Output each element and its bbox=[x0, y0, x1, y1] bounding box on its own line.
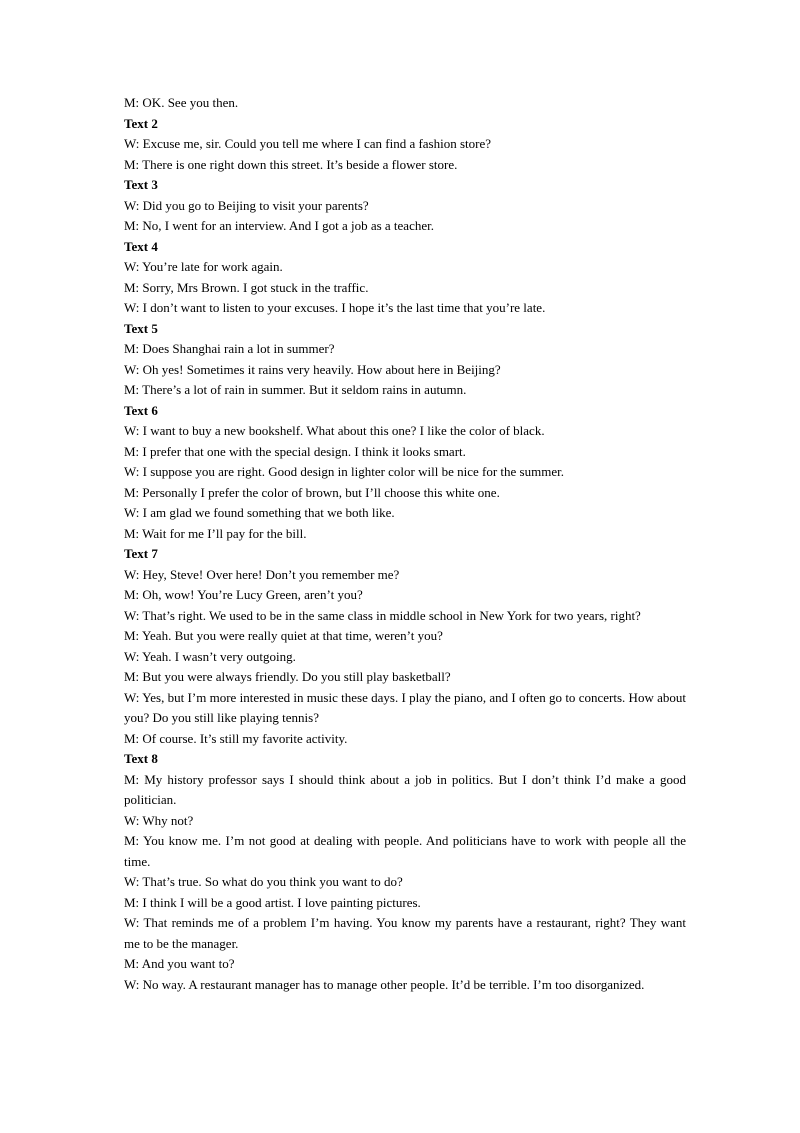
dialogue-line: W: That’s right. We used to be in the same class in middle school in New York for two years, right? bbox=[124, 607, 641, 623]
dialogue-line: M: OK. See you then. bbox=[124, 95, 239, 110]
dialogue-line: W: Did you go to Beijing to visit your parents? bbox=[124, 197, 369, 213]
dialogue-line: W: That’s true. So what do you think you want to do? bbox=[124, 874, 403, 889]
dialogue-line: M: You know me. I’m not good at dealing with people. And politicians have to work with people all the time. bbox=[124, 833, 686, 869]
dialogue-line: W: No way. A restaurant manager has to manage other people. It’d be terrible. I’m too disorganized. bbox=[124, 976, 645, 992]
dialogue-line: W: Yes, but I’m more interested in music these days. I play the piano, and I often go to concerts. How about you? Do you still like playing tennis? bbox=[124, 689, 686, 725]
dialogue-line: M: Does Shanghai rain a lot in summer? bbox=[124, 341, 335, 356]
dialogue-line: W: Oh yes! Sometimes it rains very heavily. How about here in Beijing? bbox=[124, 361, 501, 377]
dialogue-line: W: I am glad we found something that we both like. bbox=[124, 505, 395, 520]
dialogue-line: W: I want to buy a new bookshelf. What about this one? I like the color of black. bbox=[124, 423, 545, 438]
dialogue-line: W: You’re late for work again. bbox=[124, 259, 283, 274]
section-heading: Text 6 bbox=[124, 402, 158, 418]
section-heading: Text 8 bbox=[124, 751, 158, 766]
dialogue-line: M: But you were always friendly. Do you still play basketball? bbox=[124, 669, 451, 684]
section-heading: Text 7 bbox=[124, 546, 158, 561]
section-heading: Text 4 bbox=[124, 238, 158, 254]
dialogue-line: W: I suppose you are right. Good design in lighter color will be nice for the summer. bbox=[124, 464, 564, 479]
dialogue-line: W: That reminds me of a problem I’m having. You know my parents have a restaurant, right? They want me to be the manager. bbox=[124, 915, 686, 951]
dialogue-line: W: Why not? bbox=[124, 812, 194, 828]
dialogue-line: M: I think I will be a good artist. I love painting pictures. bbox=[124, 894, 421, 910]
dialogue-line: M: Wait for me I’ll pay for the bill. bbox=[124, 525, 307, 541]
dialogue-line: M: No, I went for an interview. And I got a job as a teacher. bbox=[124, 218, 434, 233]
dialogue-line: M: Sorry, Mrs Brown. I got stuck in the traffic. bbox=[124, 279, 369, 295]
dialogue-line: W: Yeah. I wasn’t very outgoing. bbox=[124, 648, 296, 664]
dialogue-line: W: Excuse me, sir. Could you tell me where I can find a fashion store? bbox=[124, 136, 492, 151]
dialogue-line: M: And you want to? bbox=[124, 956, 235, 971]
section-heading: Text 5 bbox=[124, 320, 158, 336]
dialogue-line: M: There is one right down this street. It’s beside a flower store. bbox=[124, 156, 458, 172]
transcript-page bbox=[124, 93, 686, 995]
section-heading: Text 3 bbox=[124, 177, 158, 192]
dialogue-line: M: There’s a lot of rain in summer. But it seldom rains in autumn. bbox=[124, 382, 467, 397]
dialogue-line: W: I don’t want to listen to your excuses. I hope it’s the last time that you’re late. bbox=[124, 300, 546, 315]
dialogue-line: W: Hey, Steve! Over here! Don’t you remember me? bbox=[124, 566, 400, 582]
dialogue-line: M: My history professor says I should think about a job in politics. But I don’t think I’d make a good politician. bbox=[124, 771, 686, 807]
section-heading: Text 2 bbox=[124, 115, 158, 131]
dialogue-line: M: Of course. It’s still my favorite activity. bbox=[124, 730, 348, 746]
dialogue-line: M: Yeah. But you were really quiet at that time, weren’t you? bbox=[124, 628, 443, 643]
dialogue-line: M: Personally I prefer the color of brown, but I’ll choose this white one. bbox=[124, 484, 500, 500]
dialogue-line: M: Oh, wow! You’re Lucy Green, aren’t you? bbox=[124, 587, 363, 602]
dialogue-line: M: I prefer that one with the special design. I think it looks smart. bbox=[124, 443, 466, 459]
